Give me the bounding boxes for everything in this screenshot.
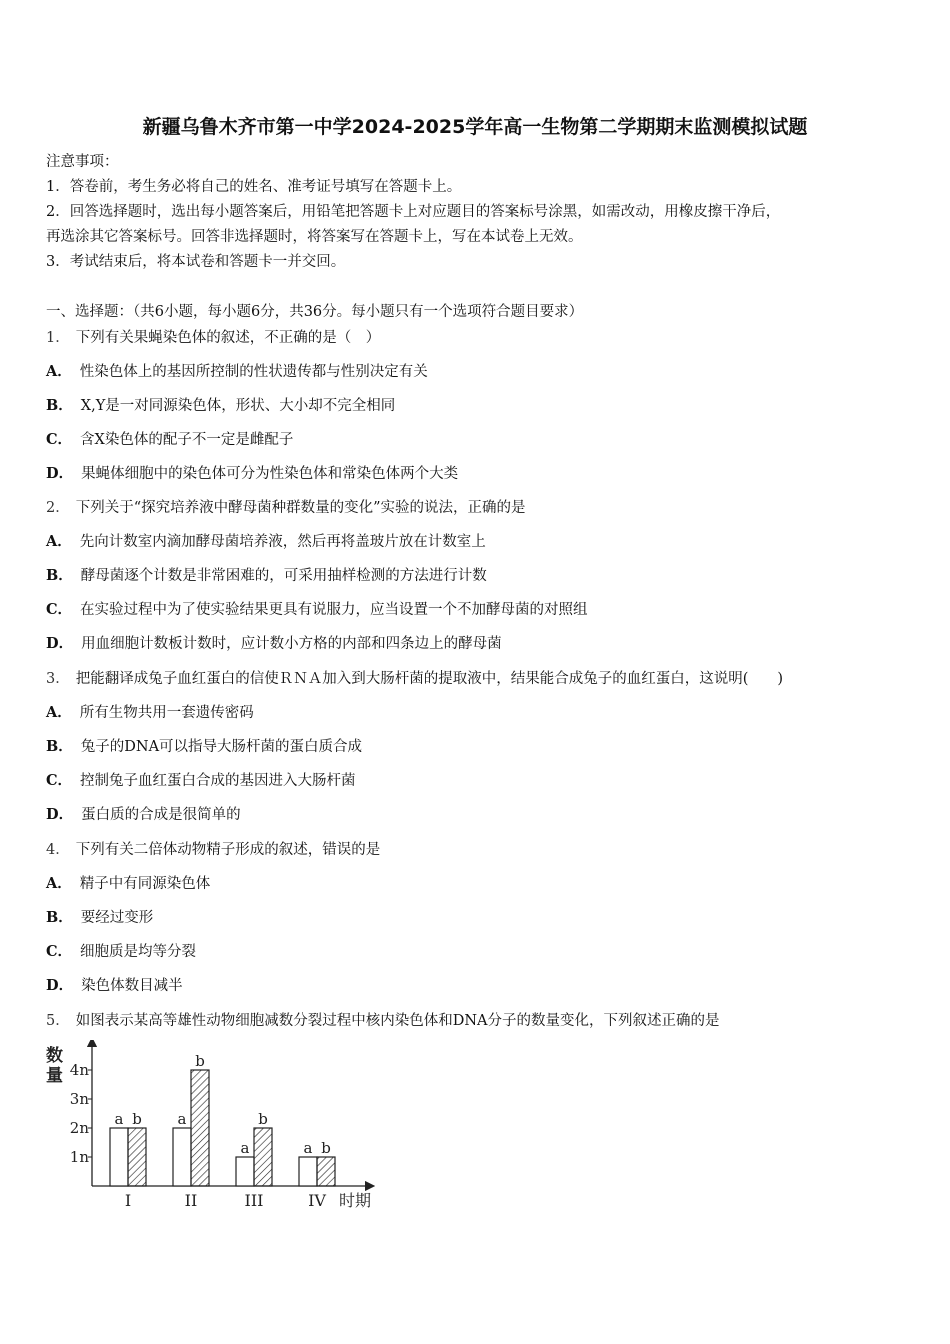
option-text: 蛋白质的合成是很简单的 bbox=[81, 807, 241, 823]
question-stem bbox=[46, 326, 380, 347]
bar-b-I bbox=[128, 1128, 146, 1186]
question-number: 5． bbox=[46, 1013, 70, 1029]
bar-b-IV bbox=[317, 1157, 335, 1186]
series-label: a bbox=[303, 1139, 313, 1157]
option-text: 先向计数室内滴加酵母菌培养液，然后再将盖玻片放在计数室上 bbox=[79, 534, 486, 550]
option-label: B． bbox=[46, 397, 73, 414]
y-tick-label: 3n bbox=[69, 1090, 89, 1108]
option-text: 要经过变形 bbox=[80, 910, 154, 926]
question-stem bbox=[46, 838, 380, 859]
option-text: 在实验过程中为了使实验结果更具有说服力，应当设置一个不加酵母菌的对照组 bbox=[80, 602, 588, 618]
option-label: C． bbox=[46, 601, 73, 618]
y-tick-label: 4n bbox=[69, 1061, 89, 1079]
series-label: a bbox=[240, 1139, 250, 1157]
option-label: B． bbox=[46, 909, 73, 926]
notes-item: 再选涂其它答案标号。回答非选择题时，将答案写在答题卡上，写在本试卷上无效。 bbox=[46, 229, 583, 245]
x-tick-label: IV bbox=[308, 1191, 326, 1210]
series-label: a bbox=[114, 1110, 124, 1128]
option bbox=[46, 530, 486, 551]
question-stem bbox=[46, 1009, 720, 1030]
question-text: 下列有关二倍体动物精子形成的叙述，错误的是 bbox=[75, 842, 381, 858]
option bbox=[46, 598, 588, 619]
x-tick-label: II bbox=[184, 1191, 198, 1210]
option-label: D． bbox=[46, 465, 74, 482]
option-text: 酵母菌逐个计数是非常困难的，可采用抽样检测的方法进行计数 bbox=[80, 568, 487, 584]
option-label: D． bbox=[46, 635, 74, 652]
series-label: b bbox=[132, 1110, 142, 1128]
notes-item: 3．考试结束后，将本试卷和答题卡一并交回。 bbox=[46, 254, 346, 270]
bar-a-III bbox=[236, 1157, 254, 1186]
option-label: B． bbox=[46, 738, 73, 755]
question-number: 3． bbox=[46, 671, 70, 687]
y-axis-label-char: 量 bbox=[46, 1066, 63, 1086]
option-text: 用血细胞计数板计数时，应计数小方格的内部和四条边上的酵母菌 bbox=[81, 636, 502, 652]
x-tick-label: III bbox=[244, 1191, 264, 1210]
y-axis-label-char: 数 bbox=[46, 1046, 63, 1066]
option bbox=[46, 872, 210, 893]
series-label: b bbox=[195, 1052, 205, 1070]
x-tick-label: I bbox=[124, 1191, 132, 1210]
bar-a-II bbox=[173, 1128, 191, 1186]
page-title: 新疆乌鲁木齐市第一中学2024-2025学年高一生物第二学期期末监测模拟试题 bbox=[142, 116, 808, 138]
option bbox=[46, 360, 428, 381]
series-label: a bbox=[177, 1110, 187, 1128]
bar-a-I bbox=[110, 1128, 128, 1186]
option-text: 所有生物共用一套遗传密码 bbox=[79, 705, 254, 721]
option bbox=[46, 769, 356, 790]
option-text: 细胞质是均等分裂 bbox=[80, 944, 197, 960]
option-text: 染色体数目减半 bbox=[81, 978, 183, 994]
option bbox=[46, 462, 458, 483]
chromosome-dna-bar-chart bbox=[40, 1040, 380, 1212]
y-tick-label: 2n bbox=[69, 1119, 89, 1137]
option bbox=[46, 735, 362, 756]
option bbox=[46, 803, 241, 824]
question-number: 2． bbox=[46, 500, 70, 516]
section-heading: 一、选择题：（共6小题，每小题6分，共36分。每小题只有一个选项符合题目要求） bbox=[46, 304, 584, 320]
option-text: 果蝇体细胞中的染色体可分为性染色体和常染色体两个大类 bbox=[81, 466, 459, 482]
option bbox=[46, 940, 196, 961]
notes-item: 1．答卷前，考生务必将自己的姓名、准考证号填写在答题卡上。 bbox=[46, 179, 462, 195]
question-number: 1． bbox=[46, 330, 70, 346]
option bbox=[46, 906, 153, 927]
option bbox=[46, 701, 254, 722]
option bbox=[46, 564, 487, 585]
x-axis-label: 时期 bbox=[339, 1191, 372, 1210]
option-text: 含X染色体的配子不一定是雌配子 bbox=[80, 432, 294, 448]
option-label: C． bbox=[46, 772, 73, 789]
question-stem bbox=[46, 667, 783, 688]
option bbox=[46, 632, 502, 653]
option-label: A． bbox=[46, 704, 72, 721]
option-text: 性染色体上的基因所控制的性状遗传都与性别决定有关 bbox=[79, 364, 428, 380]
bar-a-IV bbox=[299, 1157, 317, 1186]
bar-b-III bbox=[254, 1128, 272, 1186]
option bbox=[46, 974, 183, 995]
question-text: 如图表示某高等雄性动物细胞减数分裂过程中核内染色体和DNA分子的数量变化，下列叙述正确的是 bbox=[75, 1013, 720, 1029]
bar-b-II bbox=[191, 1070, 209, 1186]
option-label: D． bbox=[46, 977, 74, 994]
question-text: 下列有关果蝇染色体的叙述，不正确的是（ ） bbox=[75, 330, 381, 346]
option-text: 精子中有同源染色体 bbox=[79, 876, 211, 892]
option-label: D． bbox=[46, 806, 74, 823]
option bbox=[46, 428, 293, 449]
option-label: C． bbox=[46, 943, 73, 960]
option-text: X,Y是一对同源染色体，形状、大小却不完全相同 bbox=[80, 398, 396, 414]
notes-item: 2．回答选择题时，选出每小题答案后，用铅笔把答题卡上对应题目的答案标号涂黑，如需改动，用橡皮擦干净后， bbox=[46, 204, 781, 220]
series-label: b bbox=[258, 1110, 268, 1128]
question-stem bbox=[46, 496, 526, 517]
y-tick-label: 1n bbox=[69, 1148, 89, 1166]
notes-heading: 注意事项： bbox=[46, 154, 119, 170]
question-text: 把能翻译成兔子血红蛋白的信使ＲＮＡ加入到大肠杆菌的提取液中，结果能合成兔子的血红蛋白，这说明( ) bbox=[75, 671, 784, 687]
option-label: A． bbox=[46, 533, 72, 550]
series-label: b bbox=[321, 1139, 331, 1157]
option-label: A． bbox=[46, 875, 72, 892]
option bbox=[46, 394, 395, 415]
notes-block bbox=[46, 150, 906, 275]
option-text: 控制兔子血红蛋白合成的基因进入大肠杆菌 bbox=[80, 773, 356, 789]
option-label: B． bbox=[46, 567, 73, 584]
option-text: 兔子的DNA可以指导大肠杆菌的蛋白质合成 bbox=[80, 739, 363, 755]
option-label: C． bbox=[46, 431, 73, 448]
question-number: 4． bbox=[46, 842, 70, 858]
option-label: A． bbox=[46, 363, 72, 380]
question-text: 下列关于“探究培养液中酵母菌种群数量的变化”实验的说法，正确的是 bbox=[75, 500, 526, 516]
